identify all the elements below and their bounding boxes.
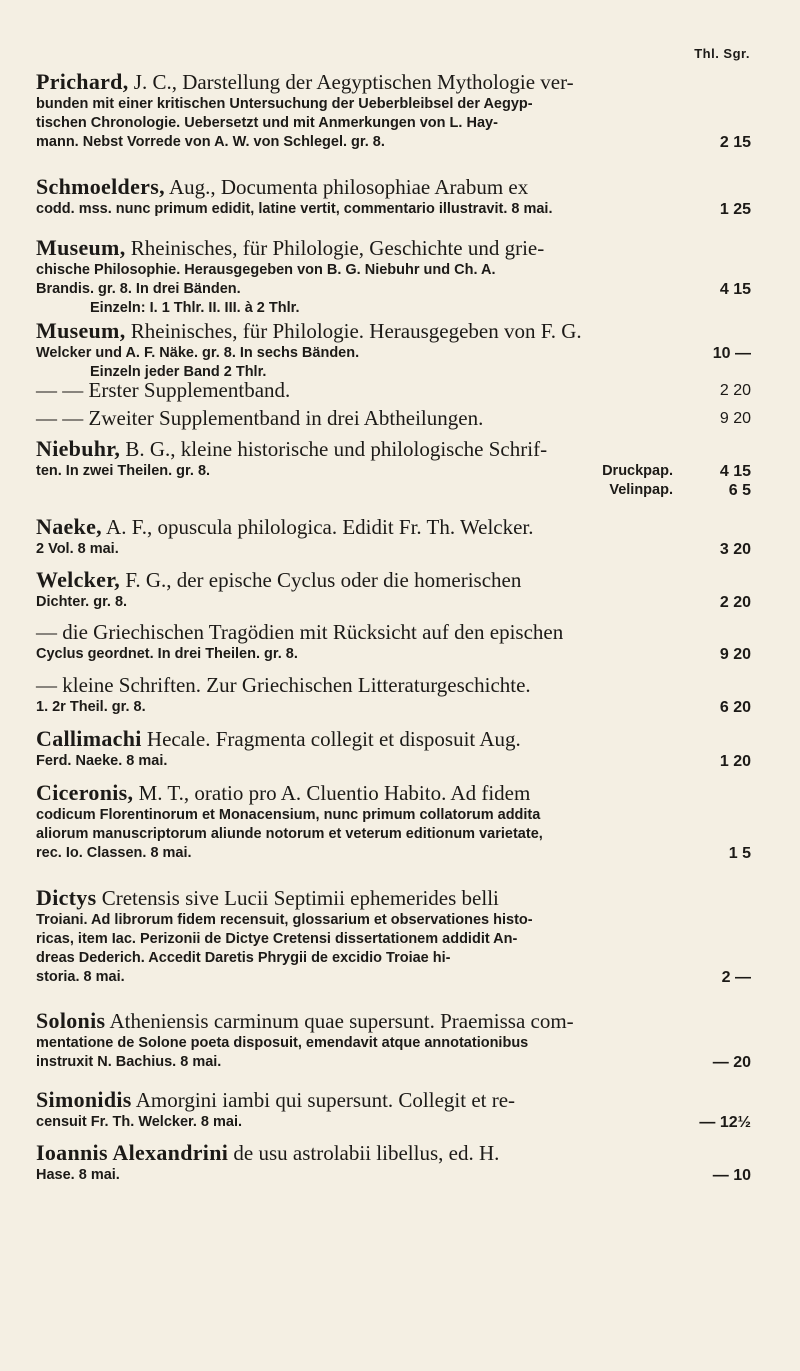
catalogue-entry-ioannis <box>36 1140 751 1185</box>
catalogue-entry-simonidis <box>36 1087 751 1132</box>
catalogue-entry-prichard <box>36 69 751 152</box>
catalogue-entry-museum-welcker <box>36 318 751 382</box>
catalogue-entry-ciceronis <box>36 780 751 863</box>
entry-line: rec. Io. Classen. 8 mai. <box>36 845 192 861</box>
catalogue-entry-solonis <box>36 1008 751 1072</box>
catalogue-entry-kleine-schriften <box>36 673 751 717</box>
catalogue-entry-supplement-2 <box>36 406 751 431</box>
catalogue-entry-tragoedien <box>36 620 751 664</box>
entry-line: codd. mss. nunc primum edidit, latine vertit, commentario illustravit. 8 mai. <box>36 201 553 217</box>
entry-line: instruxit N. Bachius. 8 mai. <box>36 1054 222 1070</box>
catalogue-entry-supplement-1 <box>36 378 751 403</box>
entry-price: 6 20 <box>719 699 751 716</box>
catalogue-entry-naeke <box>36 514 751 559</box>
entry-price: 1 25 <box>719 201 751 218</box>
entry-line: aliorum manuscriptorum aliunde notorum et veterum editionum varietate, <box>36 826 543 842</box>
entry-line: Cyclus geordnet. In drei Theilen. gr. 8. <box>36 646 298 662</box>
entry-title: Rheinisches, für Philologie. Herausgegeben von F. G. <box>125 319 582 343</box>
entry-line: censuit Fr. Th. Welcker. 8 mai. <box>36 1114 243 1130</box>
entry-line: Ferd. Naeke. 8 mai. <box>36 753 168 769</box>
entry-headword: Welcker, <box>36 567 121 592</box>
entry-title: Cretensis sive Lucii Septimii ephemerides belli <box>96 886 499 910</box>
paper-variant: Druckpap. <box>602 463 673 479</box>
entry-price: 9 20 <box>719 410 751 427</box>
entry-price: 4 15 <box>719 463 751 480</box>
entry-headword: Solonis <box>36 1008 106 1033</box>
entry-headword: Niebuhr, <box>36 436 121 461</box>
entry-price: — 20 <box>712 1054 751 1071</box>
catalogue-entry-schmoelders <box>36 174 751 219</box>
entry-headword: Prichard, <box>36 69 129 94</box>
entry-line: bunden mit einer kritischen Untersuchung der Ueberbleibsel der Aegyp- <box>36 96 533 112</box>
entry-headword: Schmoelders, <box>36 174 165 199</box>
column-header: Thl. Sgr. <box>694 46 750 61</box>
entry-headword: Simonidis <box>36 1087 132 1112</box>
entry-price: 6 5 <box>728 482 751 499</box>
catalogue-entry-callimachi <box>36 726 751 771</box>
entry-title: J. C., Darstellung der Aegyptischen Mythologie ver- <box>128 70 574 94</box>
entry-note: Einzeln jeder Band 2 Thlr. <box>90 364 267 380</box>
entry-title: Amorgini iambi qui supersunt. Collegit et re- <box>131 1088 516 1112</box>
entry-price: 9 20 <box>719 646 751 663</box>
entry-price: 1 20 <box>719 753 751 770</box>
entry-headword: Callimachi <box>36 726 142 751</box>
entry-line: tischen Chronologie. Uebersetzt und mit Anmerkungen von L. Hay- <box>36 115 498 131</box>
entry-title: — die Griechischen Tragödien mit Rücksicht auf den epischen <box>36 620 564 644</box>
entry-line: Welcker und A. F. Näke. gr. 8. In sechs Bänden. <box>36 345 360 361</box>
entry-price: 2 — <box>721 969 751 986</box>
entry-line: mentatione de Solone poeta disposuit, emendavit atque annotationibus <box>36 1035 529 1051</box>
entry-title: A. F., opuscula philologica. Edidit Fr. Th. Welcker. <box>101 515 534 539</box>
entry-price: 2 20 <box>719 594 751 611</box>
catalogue-entry-dictys <box>36 885 751 987</box>
catalogue-entry-museum-niebuhr <box>36 235 751 318</box>
entry-title: — kleine Schriften. Zur Griechischen Litteraturgeschichte. <box>36 673 531 697</box>
entry-price: 10 — <box>712 345 751 362</box>
entry-line: ten. In zwei Theilen. gr. 8. <box>36 463 211 479</box>
entry-line: 2 Vol. 8 mai. <box>36 541 119 557</box>
entry-headword: Museum, <box>36 318 126 343</box>
paper-variant: Velinpap. <box>609 482 673 498</box>
entry-title: Atheniensis carminum quae supersunt. Praemissa com- <box>105 1009 574 1033</box>
entry-line: Brandis. gr. 8. In drei Bänden. <box>36 281 241 297</box>
entry-line: Dichter. gr. 8. <box>36 594 128 610</box>
entry-price: 3 20 <box>719 541 751 558</box>
entry-title: F. G., der epische Cyclus oder die homerischen <box>120 568 522 592</box>
entry-title: Hecale. Fragmenta collegit et disposuit Aug. <box>141 727 521 751</box>
entry-title: — — Zweiter Supplementband in drei Abtheilungen. <box>36 406 484 430</box>
entry-price: 1 5 <box>728 845 751 862</box>
entry-line: codicum Florentinorum et Monacensium, nunc primum collatorum addita <box>36 807 541 823</box>
entry-line: 1. 2r Theil. gr. 8. <box>36 699 146 715</box>
entry-line: storia. 8 mai. <box>36 969 125 985</box>
entry-price: — 10 <box>712 1167 751 1184</box>
entry-headword: Ioannis Alexandrini <box>36 1140 229 1165</box>
catalogue-entry-niebuhr <box>36 436 751 500</box>
entry-line: chische Philosophie. Herausgegeben von B. G. Niebuhr und Ch. A. <box>36 262 496 278</box>
entry-title: M. T., oratio pro A. Cluentio Habito. Ad fidem <box>133 781 531 805</box>
entry-title: de usu astrolabii libellus, ed. H. <box>228 1141 500 1165</box>
entry-price: 2 15 <box>719 134 751 151</box>
entry-title: Aug., Documenta philosophiae Arabum ex <box>164 175 529 199</box>
entry-headword: Ciceronis, <box>36 780 134 805</box>
entry-line: dreas Dederich. Accedit Daretis Phrygii de excidio Troiae hi- <box>36 950 451 966</box>
entry-title: Rheinisches, für Philologie, Geschichte und grie- <box>125 236 545 260</box>
entry-price: — 12½ <box>699 1114 751 1131</box>
entry-line: Hase. 8 mai. <box>36 1167 120 1183</box>
catalogue-entry-welcker <box>36 567 751 612</box>
entry-line: mann. Nebst Vorrede von A. W. von Schlegel. gr. 8. <box>36 134 385 150</box>
entry-line: ricas, item Iac. Perizonii de Dictye Cretensi dissertationem addidit An- <box>36 931 518 947</box>
entry-line: Troiani. Ad librorum fidem recensuit, glossarium et observationes histo- <box>36 912 533 928</box>
entry-price: 2 20 <box>719 382 751 399</box>
entry-headword: Naeke, <box>36 514 102 539</box>
entry-title: — — Erster Supplementband. <box>36 378 291 402</box>
entry-note: Einzeln: I. 1 Thlr. II. III. à 2 Thlr. <box>90 300 300 316</box>
entry-headword: Dictys <box>36 885 97 910</box>
entry-title: B. G., kleine historische und philologische Schrif- <box>120 437 548 461</box>
entry-price: 4 15 <box>719 281 751 298</box>
entry-headword: Museum, <box>36 235 126 260</box>
